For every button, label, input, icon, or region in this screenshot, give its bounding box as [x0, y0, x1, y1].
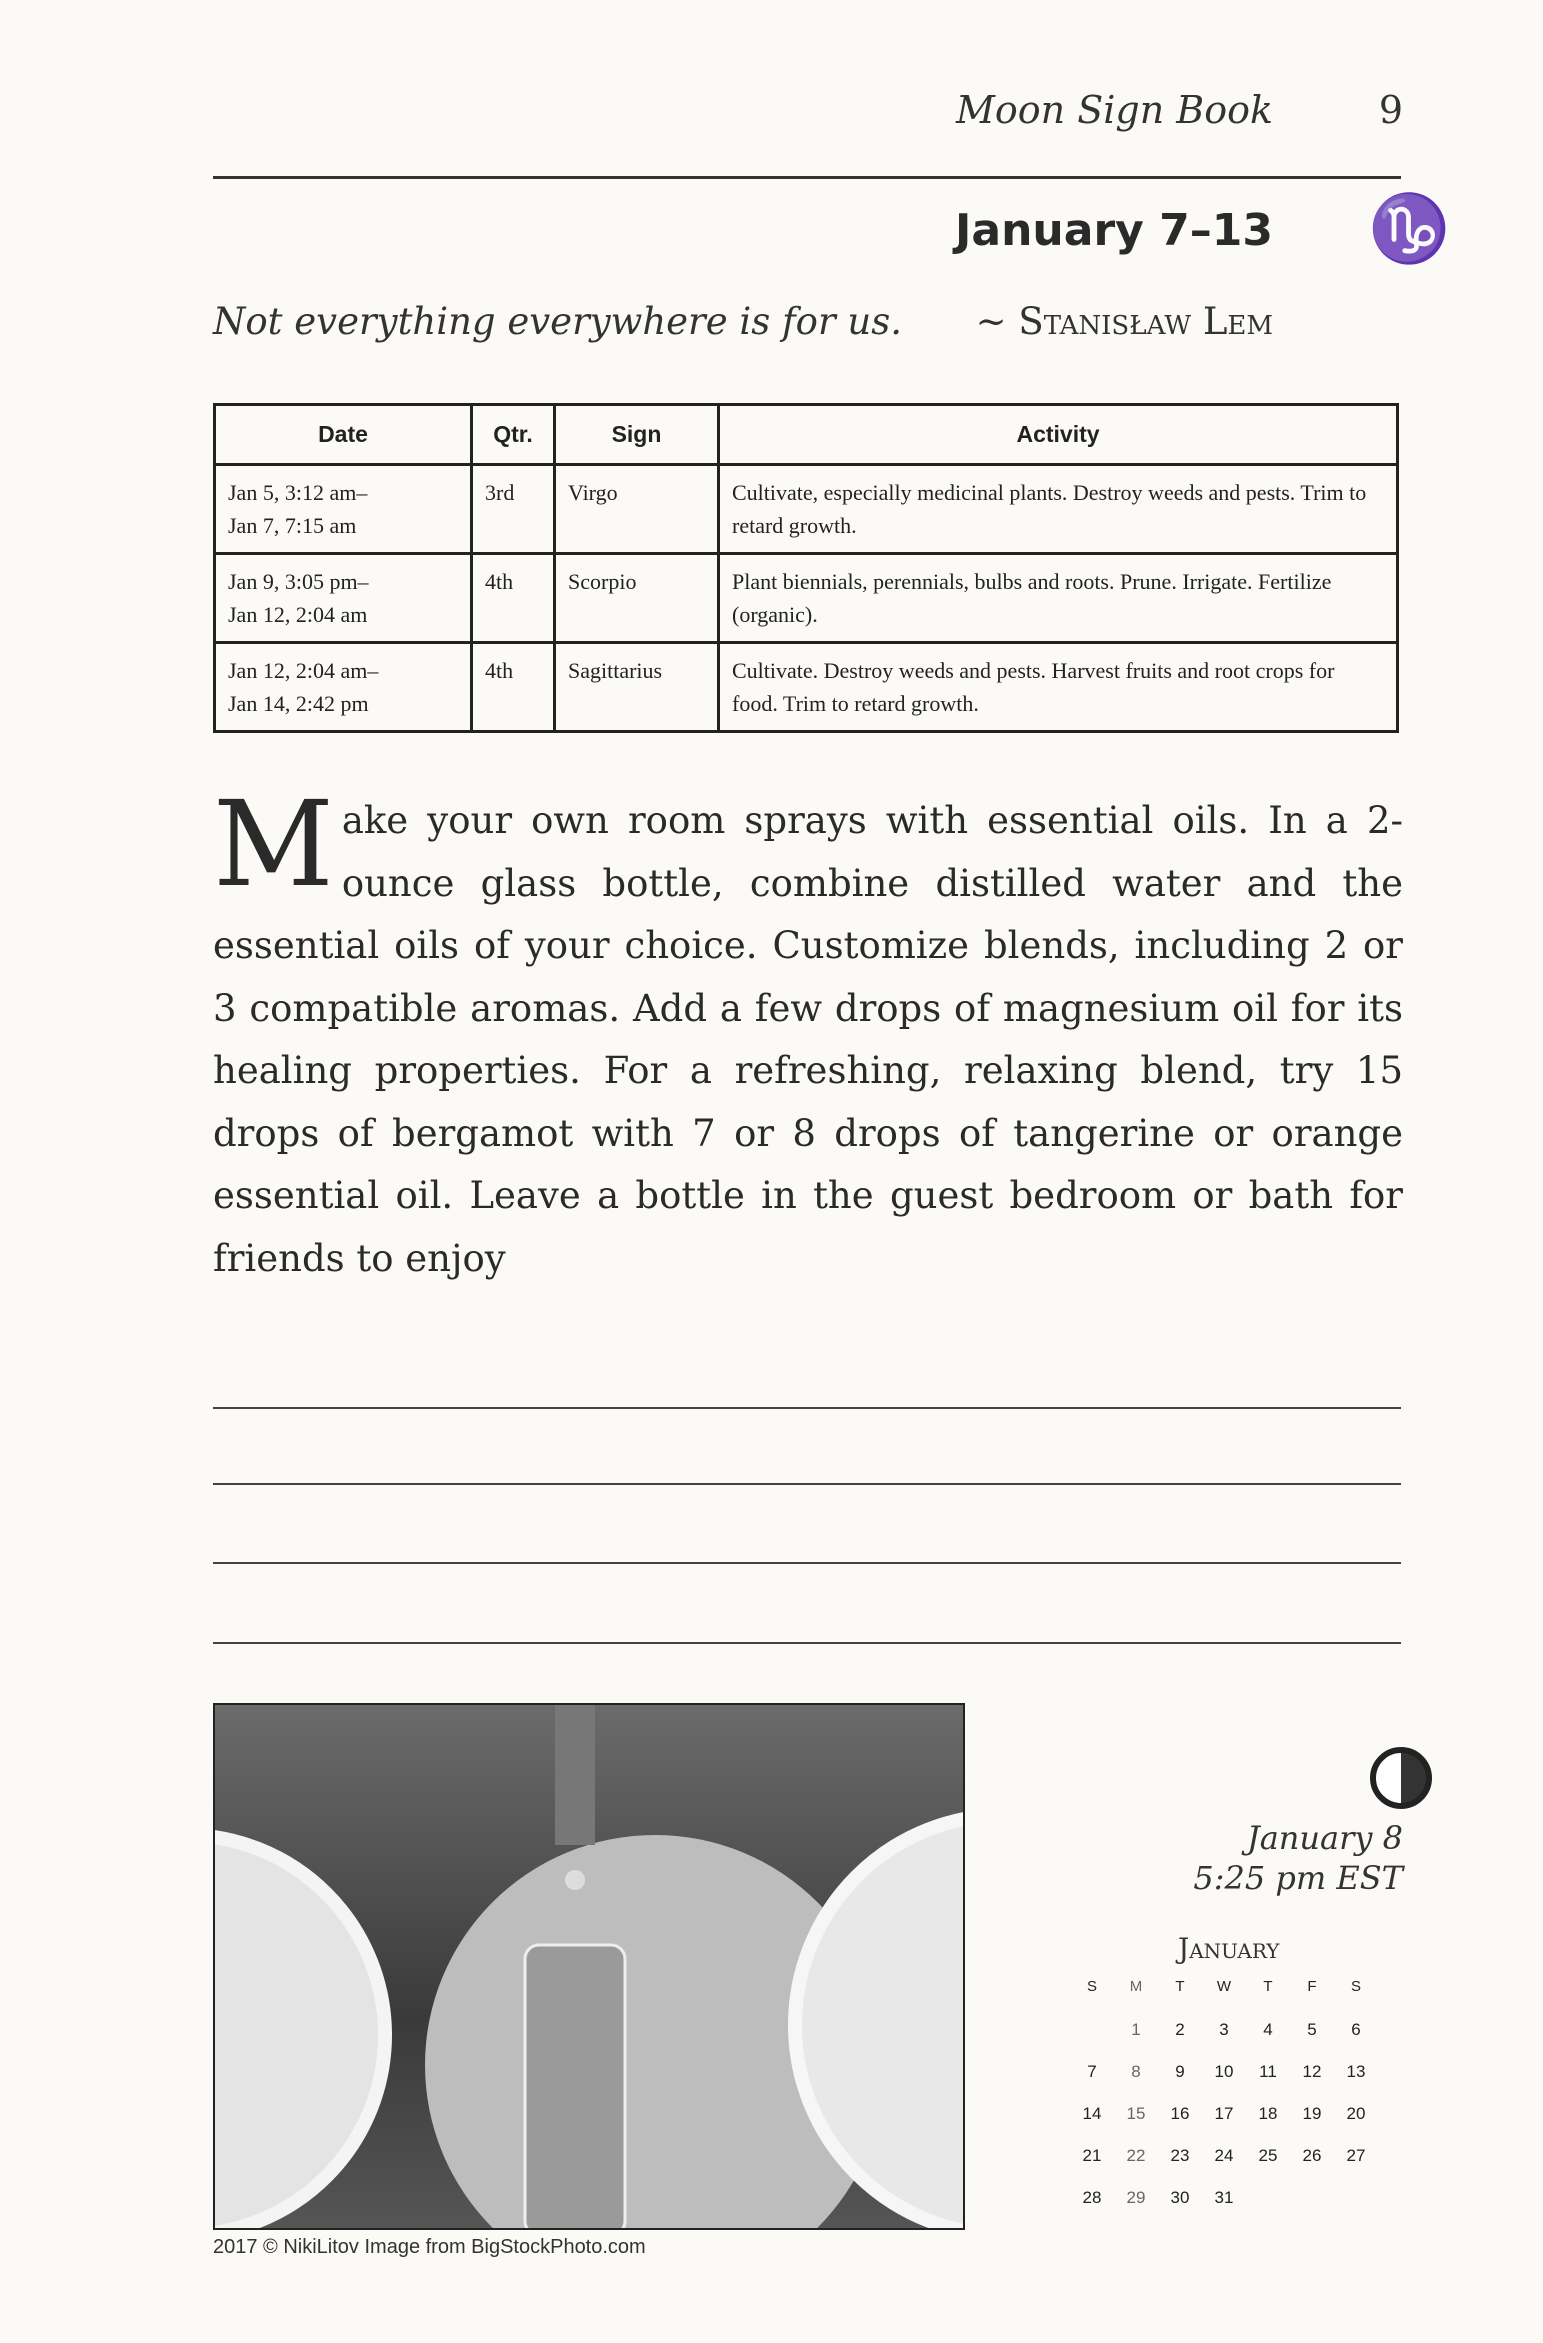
date-cell — [215, 643, 472, 732]
qtr-cell: 4th — [472, 554, 555, 643]
calendar-day: 15 — [1126, 2104, 1146, 2123]
calendar-day: 22 — [1126, 2146, 1146, 2165]
page-number: 9 — [1378, 88, 1403, 132]
calendar-day: 29 — [1126, 2188, 1146, 2207]
date-cell — [215, 554, 472, 643]
quote-text: Not everything everywhere is for us. — [213, 300, 902, 343]
date-start: Jan 12, 2:04 am– — [228, 658, 379, 683]
calendar-day: 9 — [1175, 2062, 1185, 2081]
writing-line — [213, 1642, 1401, 1644]
photo-credit: 2017 © NikiLitov Image from BigStockPhoto.com — [213, 2236, 646, 2258]
body-text: ake your own room sprays with essential oils. In a 2-ounce glass bottle, combine distilled water and the essential oils of your choice. Customize blends, including 2 or 3 compatible aromas. Add a few drops of magnesium oil for its healing properties. For a refreshing, relaxing blend, try 15 drops of bergamot with 7 or 8 drops of tangerine or orange essential oil. Leave a bottle in the guest bedroom or bath for friends to enjoy — [213, 799, 1403, 1280]
calendar-day: 26 — [1302, 2146, 1322, 2165]
header-rule — [213, 176, 1401, 179]
calendar-day: 21 — [1082, 2146, 1102, 2165]
moon-phase-date: January 8 — [1246, 1819, 1403, 1857]
book-title: Moon Sign Book — [956, 88, 1273, 132]
calendar-day: 30 — [1170, 2188, 1190, 2207]
calendar-day: 1 — [1131, 2020, 1141, 2039]
drop-cap: M — [213, 775, 334, 913]
date-end: Jan 14, 2:42 pm — [228, 691, 369, 716]
day-header: S — [1350, 1978, 1361, 1995]
calendar-day: 6 — [1351, 2020, 1361, 2039]
oil-drop — [565, 1870, 585, 1890]
calendar-day: 31 — [1214, 2188, 1234, 2207]
mini-calendar — [1070, 1978, 1378, 2230]
date-end: Jan 7, 7:15 am — [228, 513, 357, 538]
calendar-day: 13 — [1346, 2062, 1366, 2081]
writing-line — [213, 1407, 1401, 1409]
calendar-day: 11 — [1259, 2062, 1277, 2081]
calendar-day: 27 — [1346, 2146, 1366, 2165]
moon-phase-time: 5:25 pm EST — [1193, 1859, 1403, 1897]
calendar-day: 10 — [1214, 2062, 1234, 2081]
calendar-day: 19 — [1302, 2104, 1322, 2123]
calendar-day: 28 — [1082, 2188, 1102, 2207]
calendar-day: 5 — [1307, 2020, 1317, 2039]
date-start: Jan 9, 3:05 pm– — [228, 569, 369, 594]
sign-cell: Sagittarius — [555, 643, 719, 732]
calendar-day: 14 — [1082, 2104, 1102, 2123]
sign-cell: Virgo — [555, 465, 719, 554]
activity-cell: Cultivate. Destroy weeds and pests. Harvest fruits and root crops for food. Trim to retard growth. — [719, 643, 1398, 732]
calendar-day: 2 — [1175, 2020, 1185, 2039]
calendar-day: 12 — [1302, 2062, 1322, 2081]
col-header-activity: Activity — [719, 405, 1398, 465]
calendar-day: 3 — [1219, 2020, 1229, 2039]
day-header: T — [1263, 1978, 1273, 1995]
week-title: January 7–13 — [955, 205, 1273, 256]
calendar-day: 8 — [1131, 2062, 1141, 2081]
last-quarter-moon-icon — [1370, 1747, 1432, 1809]
dropper — [555, 1705, 595, 1845]
sign-cell: Scorpio — [555, 554, 719, 643]
qtr-cell: 4th — [472, 643, 555, 732]
calendar-day: 7 — [1087, 2062, 1097, 2081]
date-cell — [215, 465, 472, 554]
body-paragraph — [213, 775, 1403, 1290]
date-end: Jan 12, 2:04 am — [228, 602, 368, 627]
moon-phase-datetime — [1193, 1818, 1403, 1898]
table-header-row — [215, 405, 1398, 465]
day-header: M — [1129, 1978, 1143, 1995]
calendar-day: 17 — [1214, 2104, 1234, 2123]
photo-illustration — [215, 1705, 965, 2230]
calendar-day: 25 — [1258, 2146, 1278, 2165]
table-row — [215, 554, 1398, 643]
activity-cell: Plant biennials, perennials, bulbs and roots. Prune. Irrigate. Fertilize (organic). — [719, 554, 1398, 643]
table-row — [215, 465, 1398, 554]
calendar-day: 18 — [1258, 2104, 1278, 2123]
writing-line — [213, 1483, 1401, 1485]
day-header: F — [1307, 1978, 1317, 1995]
date-start: Jan 5, 3:12 am– — [228, 480, 368, 505]
qtr-cell: 3rd — [472, 465, 555, 554]
citrus-half-left — [215, 1835, 385, 2230]
capricorn-icon: ♑ — [1368, 190, 1451, 267]
writing-line — [213, 1562, 1401, 1564]
calendar-day: 4 — [1263, 2020, 1273, 2039]
calendar-day — [1070, 2020, 1114, 2062]
col-header-sign: Sign — [555, 405, 719, 465]
calendar-day: 24 — [1214, 2146, 1234, 2165]
moon-activity-table — [213, 403, 1399, 733]
day-header: S — [1086, 1978, 1097, 1995]
activity-cell: Cultivate, especially medicinal plants. Destroy weeds and pests. Trim to retard growth. — [719, 465, 1398, 554]
essential-oil-photo — [213, 1703, 965, 2230]
glass-bottle — [525, 1945, 625, 2230]
calendar-day: 20 — [1346, 2104, 1366, 2123]
table-row — [215, 643, 1398, 732]
calendar-day: 23 — [1170, 2146, 1190, 2165]
calendar-month: January — [1178, 1932, 1280, 1965]
day-header: W — [1216, 1978, 1232, 1995]
col-header-qtr: Qtr. — [472, 405, 555, 465]
day-header: T — [1175, 1978, 1185, 1995]
col-header-date: Date — [215, 405, 472, 465]
quote-author: ~ Stanisław Lem — [975, 300, 1273, 343]
calendar-day: 16 — [1170, 2104, 1190, 2123]
